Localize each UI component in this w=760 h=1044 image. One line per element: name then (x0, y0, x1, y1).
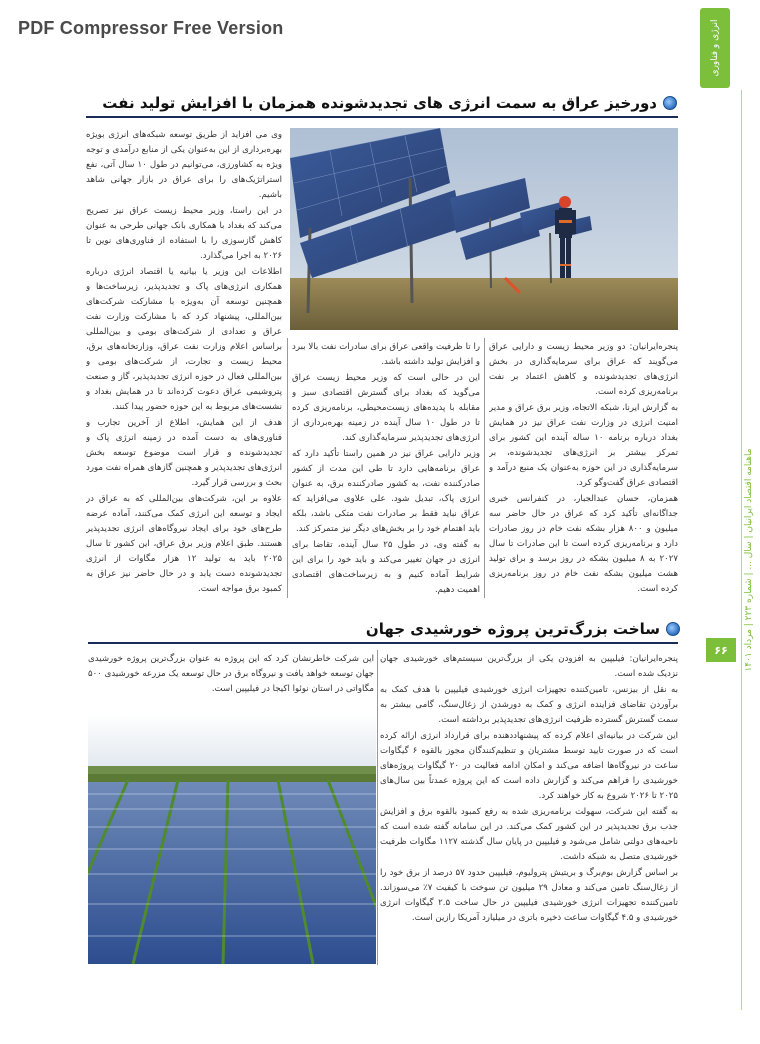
solar-farm-photo (88, 714, 376, 964)
paragraph: به نقل از بیزنس، تامین‌کننده تجهیزات انرژی خورشیدی فیلیپین با هدف کمک به برآوردن تقاضای فزاینده انرژی و کمک به دورشدن از زغال‌سنگ، گامی بیشتر به سمت گسترش گسترده ظرفیت انرژی‌های تجدیدپذیر برداشته است. (380, 685, 678, 725)
paragraph: در این راستا، وزیر محیط زیست عراق نیز تصریح می‌کند که بغداد با همکاری بانک جهانی طرحی به عنوان کاهش گازسوزی را با استفاده از فناوری‌های نوین تا ۲۰۲۶ به اجرا می‌گذارد. (86, 206, 282, 261)
article2-title: ساخت بزرگ‌ترین پروژه خورشیدی جهان (365, 620, 660, 638)
paragraph: را تا ظرفیت واقعی عراق برای سادرات نفت بالا ببرد و افزایش تولید داشته باشد. (292, 342, 480, 367)
page-number: ۶۶ (706, 638, 736, 662)
bullet-globe-icon (666, 622, 680, 636)
column-divider (287, 338, 288, 598)
paragraph: پنجره‌ایرانیان: فیلیپین به افزودن یکی از بزرگ‌ترین سیستم‌های خورشیدی جهان نزدیک شده است. (380, 654, 678, 679)
article1-title: دورخیز عراق به سمت انرژی های تجدیدشونده همزمان با افزایش تولید نفت (102, 94, 657, 112)
paragraph: وزیر دارایی عراق نیز در همین راستا تأکید دارد که عراق برنامه‌هایی دارد تا طی این مدت از کشور صادرکننده نفت، به کشور صادرکننده برق، به عنوان انرژی پاک، تبدیل شود. علی علاوی می‌افزاید که عراق نباید فقط بر صادرات نفت متکی باشد، بلکه باید اهتمام خود را بر بخش‌های دیگر نیز متمرکز کند. (292, 449, 480, 534)
article1-column-mid-right (86, 340, 282, 598)
paragraph: اطلاعات این وزیر یا بیانیه یا اقتصاد انرژی درباره همکاری انرژی‌های پاک و تجدیدپذیر، زیرساخت‌ها و همچنین توسعه آن به‌ویژه با مشارکت شرکت‌های بین‌المللی، پیشنهاد کرد که با مشارکت وزارت نفت عراق و تعدادی از شرکت‌های بومی و بین‌المللی (86, 267, 282, 336)
paragraph: همزمان، حسان عبدالجبار، در کنفرانس خبری جداگانه‌ای تأکید کرد که عراق در حال حاضر سه میلیون و ۸۰۰ هزار بشکه نفت خام در روز صادرات دارد و برنامه‌ریزی کرده است تا این صادرات تا سال ۲۰۲۷ به ۸ میلیون بشکه در روز برسد و برای تولید هشت میلیون بشکه نفت خام در روز برنامه‌ریزی کرده است. (489, 494, 678, 594)
watermark: PDF Compressor Free Version (18, 18, 284, 38)
paragraph: به گفته وی، در طول ۲۵ سال آینده، تقاضا برای انرژی در جهان تغییر می‌کند و باید خود را برای این شرایط آماده کنیم و به زیرساخت‌های اقتصادی اهمیت دهیم. (292, 540, 480, 595)
paragraph: علاوه بر این، شرکت‌های بین‌المللی که به عراق در ایجاد و توسعه این انرژی کمک می‌کنند، آماده عرضه طرح‌های خود برای ایجاد نیروگاه‌های انرژی تجدیدپذیر هستند. طبق اعلام وزیر برق عراق، این کشور تا سال ۲۰۲۵ باید به تولید ۱۲ هزار مگاوات از انرژی تجدیدشونده دست یابد و در حال حاضر نیز عراق به کمبود برق مواجه است. (86, 494, 282, 594)
solar-panels-worker-photo (290, 128, 678, 330)
article1-column-mid-left (489, 340, 678, 598)
column-divider (377, 650, 378, 965)
article2-column-left (88, 652, 374, 710)
article1-column-top-right (86, 128, 282, 336)
paragraph: به گفته این شرکت، سهولت برنامه‌ریزی شده به رفع کمبود بالقوه برق و افزایش جذب برق تجدیدپذیر در این کشور کمک می‌کند. در این سامانه گفته شده است که ناحیه‌های دولتی شامل می‌شود و فیلیپین در پایان سال گذشته ۱۱۲۷ مگاوات ظرفیت خورشیدی متصل به شبکه داشت. (380, 807, 678, 862)
article2-heading (365, 620, 680, 638)
paragraph: وی می افزاید از طریق توسعه شبکه‌های انرژی بویژه بهره‌برداری از این به‌عنوان یکی از منابع درآمدی و توجه ویژه به کشاورزی، می‌توانیم در طول ۱۰ سال آتی، نفع استراتژیک‌های را برای عراق در بازار جهانی شاهد باشیم. (86, 130, 282, 200)
section-tab-label: انرژی و فناوری (710, 19, 720, 77)
paragraph: براساس اعلام وزارت نفت عراق، وزارتخانه‌های برق، محیط زیست و تجارت، از شرکت‌های بومی و بین‌المللی فعال در حوزه انرژی تجدیدپذیر، گاز و صنعت پتروشیمی عراق دعوت کرده‌اند تا در همایش بغداد و نشست‌های مربوط به این حوزه حضور پیدا کنند. (86, 342, 282, 412)
paragraph: این در حالی است که وزیر محیط زیست عراق می‌گوید که بغداد برای گسترش اقتصادی سبز و مقابله با پدیده‌های زیست‌محیطی، برنامه‌ریزی کرده تا در طول ۱۰ سال آینده در زمینه بهره‌برداری از انرژی‌های تجدیدپذیر سرمایه‌گذاری کند. (292, 373, 480, 443)
paragraph: این شرکت در بیانیه‌ای اعلام کرده که پیشنهاد‌دهنده برای قرارداد انرژی ارائه کرده است که در صورت تایید توسط مشتریان و تنظیم‌کنندگان مجوز بالقوه ۶ گیگاوات ساعت در نیروگاه‌ها اضافه می‌کند و امکان ادامه فعالیت در ۲۰ گیگاوات پروژه‌های خورشیدی را فراهم می‌کند و گزارش داده است که این پروژه عمدتاً بین سال‌های ۲۰۲۵ تا ۲۰۲۶ شروع به کار خواهند کرد. (380, 731, 678, 801)
column-divider (484, 338, 485, 598)
issue-info (741, 430, 757, 690)
article1-heading (102, 94, 677, 112)
paragraph: هدف از این همایش، اطلاع از آخرین تجارب و فناوری‌های به دست آمده در زمینه انرژی پاک و تجدیدشونده و قرار است موضوع توسعه بخش انرژی‌های تجدیدپذیر و همچنین گازهای همراه نفت مورد بحث و بررسی قرار گیرد. (86, 418, 282, 488)
article1-heading-rule (86, 116, 678, 118)
paragraph: پنجره‌ایرانیان: دو وزیر محیط زیست و دارایی عراق می‌گویند که عراق برای سرمایه‌گذاری در بخش انرژی‌های تجدیدشونده و کاهش اعتماد بر نفت برنامه‌ریزی کرده است. (489, 342, 678, 397)
paragraph: به گزارش ایرنا، شبکه الاتجاه، وزیر برق عراق و مدیر امنیت انرژی در وزارت نفت عراق نیز در همایش بغداد درباره برنامه ۱۰ ساله آینده این کشور برای تمرکز بیشتر بر انرژی‌های تجدیدشونده، بر سرمایه‌گذاری در این حوزه به‌عنوان یک منبع درآمد و اقتصادی عراق گفت‌وگو کرد. (489, 403, 678, 488)
section-tab (700, 8, 730, 88)
bullet-globe-icon (663, 96, 677, 110)
paragraph: بر اساس گزارش بوم‌برگ و بریتیش پترولیوم، فیلیپین حدود ۵۷ درصد از برق خود را از زغال‌سنگ تامین می‌کند و معادل ۲۹ میلیون تن سوخت با کیفیت ۷٪ می‌سوزاند. تامین‌کننده تجهیزات انرژی خورشیدی فیلیپین در حال ساخت ۲.۵ گیگاوات انرژی خورشیدی و ۴.۵ گیگاوات ساعت ذخیره باتری در میلیارد آمریکا رازین است. (380, 868, 678, 923)
article2-column-right (380, 652, 678, 970)
article2-heading-rule (88, 642, 678, 644)
article1-column-mid-center (292, 340, 480, 598)
issue-info-text: ماهنامه اقتصاد ایرانیان | سال ... | شماره ۲۲۳ | مرداد ۱۴۰۱ (744, 448, 754, 672)
paragraph: این شرکت خاطرنشان کرد که این پروژه به عنوان بزرگ‌ترین پروژه خورشیدی جهان توسعه خواهد یافت و نیروگاه برق در حال توسعه یک مزرعه خورشیدی ۵۰۰ مگاواتی در استان نوئوا اکیجا در فیلیپین است. (88, 654, 374, 694)
